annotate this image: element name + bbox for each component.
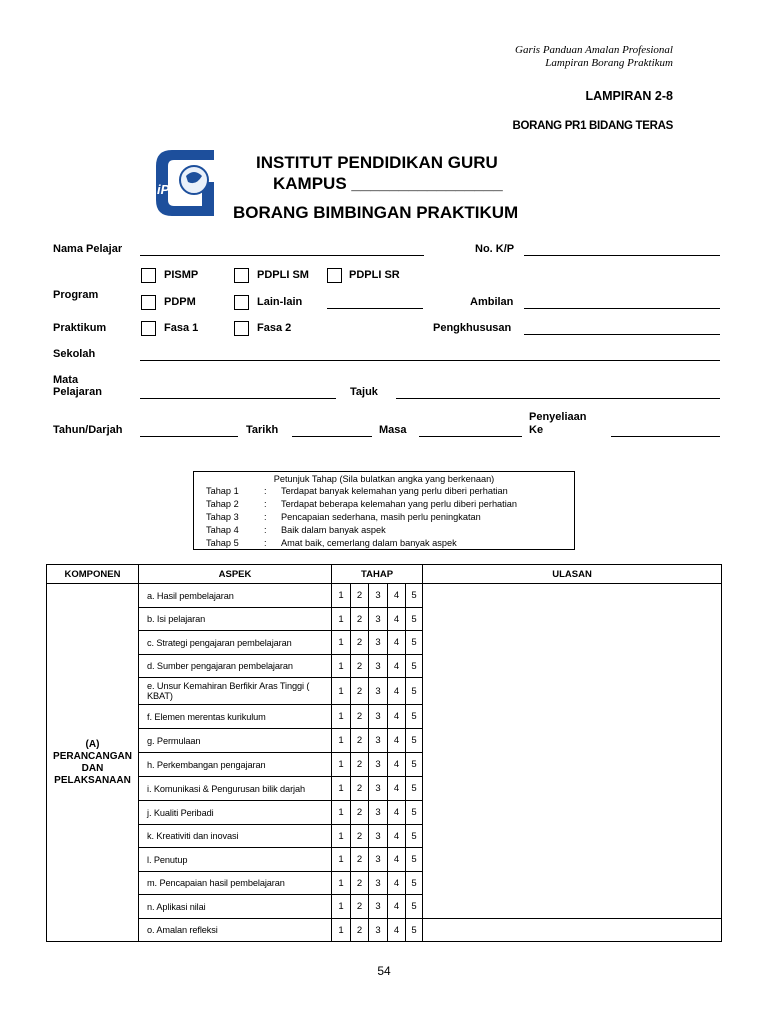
score-option[interactable]: 4	[388, 895, 406, 919]
logo-text: iPG	[157, 182, 180, 197]
aspek-cell: k. Kreativiti dan inovasi	[139, 825, 332, 848]
score-option[interactable]: 2	[351, 825, 369, 848]
score-option[interactable]: 1	[332, 608, 351, 631]
score-option[interactable]: 2	[351, 777, 369, 801]
sekolah-field[interactable]	[140, 360, 720, 361]
ambilan-label: Ambilan	[470, 296, 514, 308]
score-option[interactable]: 4	[388, 608, 406, 631]
score-option[interactable]: 4	[388, 801, 406, 825]
komponen-cell	[47, 584, 139, 942]
lain-lain-field[interactable]	[327, 308, 423, 309]
ulasan-field[interactable]	[423, 584, 722, 919]
pdpli-sr-label: PDPLI SR	[349, 269, 400, 281]
pdpli-sr-checkbox[interactable]	[327, 268, 342, 283]
score-option[interactable]: 2	[351, 729, 369, 753]
fasa2-label: Fasa 2	[257, 322, 292, 334]
legend-level: Tahap 3	[206, 512, 239, 522]
score-option[interactable]: 3	[369, 705, 388, 729]
legend-level: Tahap 5	[206, 538, 239, 548]
score-option[interactable]: 1	[332, 825, 351, 848]
pdpm-checkbox[interactable]	[141, 295, 156, 310]
score-option[interactable]: 5	[406, 872, 423, 895]
score-option[interactable]: 5	[406, 801, 423, 825]
legend-desc: Amat baik, cemerlang dalam banyak aspek	[281, 538, 457, 548]
score-option[interactable]: 3	[369, 753, 388, 777]
score-option[interactable]: 1	[332, 848, 351, 872]
tarikh-field[interactable]	[292, 436, 372, 437]
score-option[interactable]: 3	[369, 801, 388, 825]
komponen-header: KOMPONEN	[47, 565, 139, 584]
legend-row	[206, 486, 508, 496]
legend-desc: Pencapaian sederhana, masih perlu peningkatan	[281, 512, 481, 522]
sekolah-label: Sekolah	[53, 348, 96, 360]
kampus-title: KAMPUS ________________	[273, 174, 503, 193]
lain-lain-label: Lain-lain	[257, 296, 303, 308]
score-option[interactable]: 4	[388, 777, 406, 801]
score-option[interactable]: 2	[351, 801, 369, 825]
score-option[interactable]: 5	[406, 655, 423, 678]
legend-level: Tahap 4	[206, 525, 239, 535]
score-option[interactable]: 2	[351, 705, 369, 729]
score-option[interactable]: 1	[332, 729, 351, 753]
ulasan-header: ULASAN	[423, 565, 722, 584]
score-option[interactable]: 3	[369, 825, 388, 848]
no-kp-field[interactable]	[524, 255, 720, 256]
score-option[interactable]: 2	[351, 631, 369, 655]
legend-sep: :	[264, 499, 267, 509]
masa-label: Masa	[379, 424, 407, 436]
score-option[interactable]: 5	[406, 678, 423, 705]
table-row	[47, 584, 722, 608]
score-option[interactable]: 4	[388, 872, 406, 895]
score-option[interactable]: 3	[369, 608, 388, 631]
pengkhususan-field[interactable]	[524, 334, 720, 335]
legend-row	[206, 538, 457, 548]
rubric-table	[46, 564, 722, 942]
masa-field[interactable]	[419, 436, 522, 437]
score-option[interactable]: 4	[388, 655, 406, 678]
penyeliaan-label-2: Ke	[529, 424, 544, 436]
score-option[interactable]: 1	[332, 655, 351, 678]
score-option[interactable]: 5	[406, 753, 423, 777]
aspek-cell: o. Amalan refleksi	[139, 919, 332, 942]
fasa1-checkbox[interactable]	[141, 321, 156, 336]
tahap-header: TAHAP	[332, 565, 423, 584]
score-option[interactable]: 1	[332, 777, 351, 801]
score-option[interactable]: 4	[388, 678, 406, 705]
score-option[interactable]: 4	[388, 584, 406, 608]
score-option[interactable]: 1	[332, 895, 351, 919]
score-option[interactable]: 1	[332, 801, 351, 825]
program-label: Program	[53, 289, 99, 301]
score-option[interactable]: 5	[406, 729, 423, 753]
tajuk-label: Tajuk	[350, 386, 378, 398]
score-option[interactable]: 2	[351, 655, 369, 678]
legend-level: Tahap 1	[206, 486, 239, 496]
score-option[interactable]: 4	[388, 729, 406, 753]
score-option[interactable]: 5	[406, 825, 423, 848]
score-option[interactable]: 1	[332, 872, 351, 895]
score-option[interactable]: 4	[388, 919, 406, 942]
score-option[interactable]: 5	[406, 895, 423, 919]
table-row	[47, 919, 722, 942]
penyeliaan-label-1: Penyeliaan	[529, 411, 587, 423]
score-option[interactable]: 2	[351, 678, 369, 705]
score-option[interactable]: 4	[388, 631, 406, 655]
komponen-line: PELAKSANAAN	[54, 774, 131, 786]
pengkhususan-label: Pengkhususan	[433, 322, 512, 334]
tajuk-field[interactable]	[396, 398, 720, 399]
score-option[interactable]: 1	[332, 705, 351, 729]
pdpli-sm-label: PDPLI SM	[257, 269, 309, 281]
score-option[interactable]: 2	[351, 753, 369, 777]
nama-pelajar-label: Nama Pelajar	[53, 243, 123, 255]
aspek-cell: c. Strategi pengajaran pembelajaran	[139, 631, 332, 655]
header-note-1: Garis Panduan Amalan Profesional	[515, 44, 673, 56]
score-option[interactable]: 3	[369, 895, 388, 919]
legend-desc: Terdapat beberapa kelemahan yang perlu diberi perhatian	[281, 499, 517, 509]
aspek-header: ASPEK	[139, 565, 332, 584]
fasa2-checkbox[interactable]	[234, 321, 249, 336]
score-option[interactable]: 2	[351, 895, 369, 919]
tarikh-label: Tarikh	[246, 424, 279, 436]
score-option[interactable]: 5	[406, 584, 423, 608]
ulasan-field-last[interactable]	[423, 919, 722, 942]
aspek-cell: h. Perkembangan pengajaran	[139, 753, 332, 777]
legend-level: Tahap 2	[206, 499, 239, 509]
penyeliaan-field[interactable]	[611, 436, 720, 437]
legend-sep: :	[264, 486, 267, 496]
legend-desc: Terdapat banyak kelemahan yang perlu diberi perhatian	[281, 486, 508, 496]
score-option[interactable]: 3	[369, 631, 388, 655]
legend-box	[193, 471, 575, 550]
praktikum-label: Praktikum	[53, 322, 107, 334]
score-option[interactable]: 5	[406, 848, 423, 872]
pismp-checkbox[interactable]	[141, 268, 156, 283]
fasa1-label: Fasa 1	[164, 322, 199, 334]
aspek-cell: l. Penutup	[139, 848, 332, 872]
score-option[interactable]: 4	[388, 705, 406, 729]
mata-pelajaran-label-1: Mata	[53, 374, 79, 386]
aspek-cell: b. Isi pelajaran	[139, 608, 332, 631]
score-option[interactable]: 1	[332, 678, 351, 705]
pdpli-sm-checkbox[interactable]	[234, 268, 249, 283]
score-option[interactable]: 5	[406, 705, 423, 729]
nama-pelajar-field[interactable]	[140, 255, 424, 256]
aspek-cell: a. Hasil pembelajaran	[139, 584, 332, 608]
aspek-cell: g. Permulaan	[139, 729, 332, 753]
komponen-line: PERANCANGAN	[53, 750, 132, 762]
legend-sep: :	[264, 538, 267, 548]
score-option[interactable]: 1	[332, 631, 351, 655]
aspek-cell: d. Sumber pengajaran pembelajaran	[139, 655, 332, 678]
score-option[interactable]: 1	[332, 584, 351, 608]
score-option[interactable]: 5	[406, 919, 423, 942]
legend-sep: :	[264, 512, 267, 522]
score-option[interactable]: 5	[406, 777, 423, 801]
aspek-cell: i. Komunikasi & Pengurusan bilik darjah	[139, 777, 332, 801]
lampiran-label: LAMPIRAN 2-8	[585, 89, 673, 103]
table-header-row	[47, 565, 722, 584]
aspek-cell: j. Kualiti Peribadi	[139, 801, 332, 825]
tahun-darjah-label: Tahun/Darjah	[53, 424, 123, 436]
score-option[interactable]: 1	[332, 753, 351, 777]
score-option[interactable]: 2	[351, 848, 369, 872]
institute-title: INSTITUT PENDIDIKAN GURU	[256, 153, 498, 172]
score-option[interactable]: 4	[388, 825, 406, 848]
mata-pelajaran-label-2: Pelajaran	[53, 386, 102, 398]
borang-code: BORANG PR1 BIDANG TERAS	[512, 120, 673, 132]
pismp-label: PISMP	[164, 269, 199, 281]
pdpm-label: PDPM	[164, 296, 196, 308]
score-option[interactable]: 4	[388, 753, 406, 777]
legend-row	[206, 525, 386, 535]
score-option[interactable]: 5	[406, 631, 423, 655]
ipg-logo	[152, 142, 222, 218]
tahun-darjah-field[interactable]	[140, 436, 238, 437]
score-option[interactable]: 3	[369, 777, 388, 801]
aspek-cell: m. Pencapaian hasil pembelajaran	[139, 872, 332, 895]
legend-desc: Baik dalam banyak aspek	[281, 525, 386, 535]
ambilan-field[interactable]	[524, 308, 720, 309]
score-option[interactable]: 2	[351, 584, 369, 608]
legend-sep: :	[264, 525, 267, 535]
header-note-2: Lampiran Borang Praktikum	[545, 57, 673, 69]
score-option[interactable]: 3	[369, 584, 388, 608]
score-option[interactable]: 3	[369, 655, 388, 678]
komponen-line: (A)	[85, 738, 100, 750]
form-title: BORANG BIMBINGAN PRAKTIKUM	[233, 203, 519, 222]
legend-row	[206, 512, 481, 522]
score-option[interactable]: 3	[369, 872, 388, 895]
score-option[interactable]: 4	[388, 848, 406, 872]
aspek-cell: e. Unsur Kemahiran Berfikir Aras Tinggi ( KBAT)	[139, 678, 332, 705]
score-option[interactable]: 1	[332, 919, 351, 942]
legend-row	[206, 499, 517, 509]
page-number: 54	[377, 964, 391, 978]
aspek-cell: n. Aplikasi nilai	[139, 895, 332, 919]
score-option[interactable]: 3	[369, 919, 388, 942]
score-option[interactable]: 3	[369, 729, 388, 753]
mata-pelajaran-field[interactable]	[140, 398, 336, 399]
score-option[interactable]: 3	[369, 848, 388, 872]
score-option[interactable]: 5	[406, 608, 423, 631]
no-kp-label: No. K/P	[475, 243, 515, 255]
aspek-cell: f. Elemen merentas kurikulum	[139, 705, 332, 729]
legend-title: Petunjuk Tahap (Sila bulatkan angka yang berkenaan)	[273, 474, 495, 484]
komponen-line: DAN	[81, 762, 104, 774]
score-option[interactable]: 2	[351, 872, 369, 895]
lain-lain-checkbox[interactable]	[234, 295, 249, 310]
score-option[interactable]: 2	[351, 608, 369, 631]
score-option[interactable]: 2	[351, 919, 369, 942]
score-option[interactable]: 3	[369, 678, 388, 705]
